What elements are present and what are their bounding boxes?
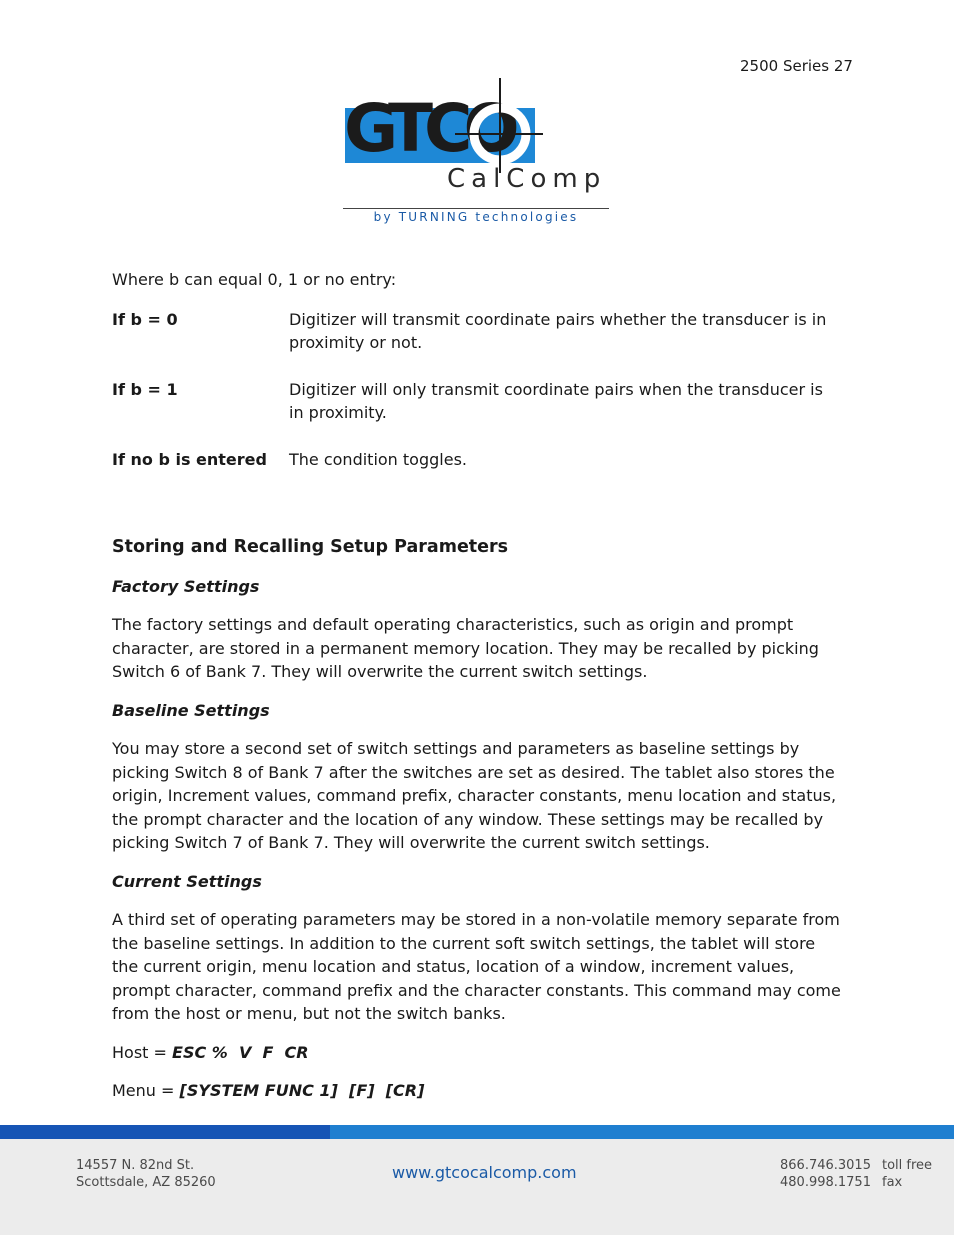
menu-command-line <box>112 1079 842 1103</box>
footer-address <box>76 1157 216 1191</box>
logo-sub-text: CalComp <box>447 164 607 194</box>
company-logo <box>343 78 613 233</box>
menu-label: Menu = <box>112 1081 180 1100</box>
footer-bar-dark <box>0 1125 330 1139</box>
page-number: 2500 Series 27 <box>740 57 853 75</box>
footer-phones <box>780 1157 932 1191</box>
section-heading: Storing and Recalling Setup Parameters <box>112 537 509 557</box>
baseline-settings-heading: Baseline Settings <box>112 700 270 720</box>
intro-text: Where b can equal 0, 1 or no entry: <box>112 270 397 289</box>
menu-command: [SYSTEM FUNC 1] [F] [CR] <box>179 1081 425 1100</box>
footer-website-link[interactable]: www.gtcocalcomp.com <box>392 1163 577 1182</box>
current-settings-text: A third set of operating parameters may be stored in a non-volatile memory separate from the baseline settings. In addition to the current soft switch settings, the tablet will store the current origin, menu location and status, location of a window, increment values, prompt character, command prefix and the character constants. This command may come from the host or menu, but not the switch banks. <box>112 910 841 1023</box>
host-command: ESC % V F CR <box>172 1042 309 1062</box>
definition-term: If b = 0 <box>112 309 178 329</box>
definition-term: If no b is entered <box>112 449 267 469</box>
logo-divider <box>343 208 609 209</box>
logo-tagline: by TURNING technologies <box>373 210 579 224</box>
definition-desc: Digitizer will transmit coordinate pairs whether the transducer is in proximity or not. <box>289 309 827 352</box>
definition-row <box>112 448 842 472</box>
logo-crosshair-icon <box>455 78 545 173</box>
page-footer <box>0 1125 954 1235</box>
factory-settings-text: The factory settings and default operating characteristics, such as origin and prompt character, are stored in a permanent memory location. They may be recalled by picking Switch 6 of Bank 7. They will overwrite the current switch settings. <box>112 615 819 681</box>
baseline-settings-text: You may store a second set of switch settings and parameters as baseline settings by picking Switch 8 of Bank 7 after the switches are set as desired. The tablet also stores the origin, Increment values, command prefix, character constants, menu location and status, the prompt character and the location of any window. These settings may be recalled by picking Switch 7 of Bank 7. They will overwrite the current switch settings. <box>112 739 837 852</box>
host-label: Host = <box>112 1042 173 1062</box>
logo-mark-text: GTCO <box>344 90 511 167</box>
definition-row <box>112 308 842 355</box>
phone-row-tollfree <box>780 1157 932 1174</box>
page-content <box>112 268 842 1118</box>
address-line-2: Scottsdale, AZ 85260 <box>76 1175 216 1190</box>
address-line-1: 14557 N. 82nd St. <box>76 1158 195 1173</box>
definition-term: If b = 1 <box>112 379 178 399</box>
definition-desc: Digitizer will only transmit coordinate pairs when the transducer is in proximity. <box>289 379 823 422</box>
phone-tollfree-label: toll free <box>882 1158 933 1173</box>
phone-fax: 480.998.1751 <box>780 1175 871 1190</box>
phone-fax-label: fax <box>882 1175 903 1190</box>
phone-row-fax <box>780 1174 932 1191</box>
host-command-line <box>112 1041 842 1065</box>
phone-tollfree: 866.746.3015 <box>780 1158 871 1173</box>
factory-settings-heading: Factory Settings <box>112 576 260 596</box>
footer-bar-light <box>330 1125 954 1139</box>
definition-desc: The condition toggles. <box>289 449 467 469</box>
definition-row <box>112 378 842 425</box>
current-settings-heading: Current Settings <box>112 871 262 891</box>
